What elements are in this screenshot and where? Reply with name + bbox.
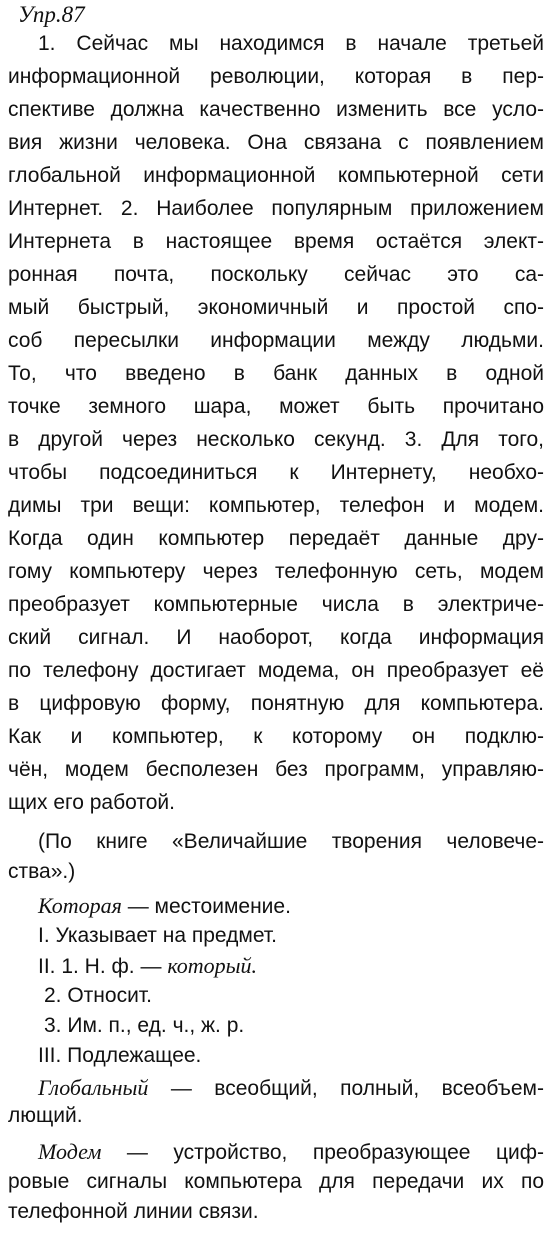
text-line-content: мый быстрый, экономичный и простой спо- [8, 296, 544, 319]
glossary-line [8, 1102, 544, 1130]
analysis-item-text: 2. Относит. [44, 984, 152, 1007]
text-line-content: Как и компьютер, к которому он подклю- [8, 725, 544, 748]
analysis-item [38, 1042, 544, 1070]
text-line [8, 492, 544, 520]
glossary-definition: лющий. [8, 1104, 83, 1127]
text-line-content: точке земного шара, может быть прочитано [8, 395, 544, 418]
text-line [8, 789, 544, 817]
glossary-term: Модем [38, 1139, 102, 1164]
text-line [8, 63, 544, 91]
text-line-content: То, что введено в банк данных в одной [8, 362, 544, 385]
text-line [8, 624, 544, 652]
text-line [8, 756, 544, 784]
source-line [38, 828, 544, 856]
analysis-heading [38, 892, 544, 921]
text-line-content: гому компьютеру через телефонную сеть, модем [8, 560, 544, 583]
text-line [8, 525, 544, 553]
text-line-content: в цифровую форму, понятную для компьютера. [8, 692, 544, 715]
text-line [8, 393, 544, 421]
text-line [8, 591, 544, 619]
glossary-entry [38, 1074, 544, 1103]
text-line [8, 261, 544, 289]
text-line [8, 294, 544, 322]
text-line [8, 558, 544, 586]
text-line [38, 30, 544, 58]
text-line [8, 162, 544, 190]
initial-form-word: который. [167, 953, 258, 978]
text-line-content: ронная почта, поскольку сейчас это са- [8, 263, 544, 286]
glossary-line [8, 1168, 544, 1196]
glossary-term: Глобальный [38, 1075, 149, 1100]
text-line [8, 129, 544, 157]
text-line [8, 723, 544, 751]
source-line [8, 858, 544, 886]
text-line-content: информационной революции, которая в пер- [8, 65, 544, 88]
text-line [8, 426, 544, 454]
text-line [8, 360, 544, 388]
analysis-item-text: II. 1. Н. ф. — [38, 955, 168, 978]
analysis-item [44, 1012, 544, 1040]
analysis-word: Которая [38, 893, 122, 918]
text-line [8, 690, 544, 718]
glossary-definition: ровые сигналы компьютера для передачи их по [8, 1170, 544, 1193]
analysis-item-text: I. Указывает на предмет. [38, 924, 277, 947]
text-line-content: ский сигнал. И наоборот, когда информация [8, 626, 544, 649]
glossary-entry [38, 1138, 544, 1167]
text-line-content: соб пересылки информации между людьми. [8, 329, 544, 352]
text-line [8, 657, 544, 685]
analysis-word-definition: — местоимение. [121, 895, 291, 918]
text-line-content: по телефону достигает модема, он преобразует её [8, 659, 544, 682]
exercise-title: Упр.87 [18, 2, 85, 27]
text-line-content: преобразует компьютерные числа в электриче- [8, 593, 544, 616]
text-line-content: чтобы подсоединиться к Интернету, необхо- [8, 461, 544, 484]
analysis-item-text: III. Подлежащее. [38, 1044, 202, 1067]
glossary-definition: — всеобщий, полный, всеобъем- [148, 1077, 544, 1100]
text-line-content: глобальной информационной компьютерной сети [8, 164, 544, 187]
analysis-item [44, 982, 544, 1010]
text-line [8, 228, 544, 256]
glossary-definition: телефонной линии связи. [8, 1200, 259, 1223]
text-line-content: чён, модем бесполезен без программ, управляю- [8, 758, 544, 781]
glossary-line [8, 1198, 544, 1226]
analysis-item-text: 3. Им. п., ед. ч., ж. р. [44, 1014, 245, 1037]
text-line-content: в другой через несколько секунд. 3. Для того, [8, 428, 544, 451]
text-line-content: димы три вещи: компьютер, телефон и модем. [8, 494, 544, 517]
text-line-content: Интернета в настоящее время остаётся элект- [8, 230, 544, 253]
source-line-content: ства».) [8, 860, 76, 883]
glossary-definition: — устройство, преобразующее циф- [101, 1141, 544, 1164]
text-line-content: спективе должна качественно изменить все усло- [8, 98, 544, 121]
analysis-item [38, 922, 544, 950]
text-line [8, 459, 544, 487]
source-line-content: (По книге «Величайшие творения человече- [38, 830, 544, 853]
text-line-content: Интернет. 2. Наиболее популярным приложением [8, 197, 544, 220]
text-line-content: вия жизни человека. Она связана с появлением [8, 131, 544, 154]
text-line-content: 1. Сейчас мы находимся в начале третьей [38, 32, 544, 55]
text-line-content: Когда один компьютер передаёт данные дру- [8, 527, 544, 550]
text-line-content: щих его работой. [8, 791, 175, 814]
analysis-item [38, 952, 544, 981]
text-line [8, 327, 544, 355]
text-line [8, 195, 544, 223]
text-line [8, 96, 544, 124]
